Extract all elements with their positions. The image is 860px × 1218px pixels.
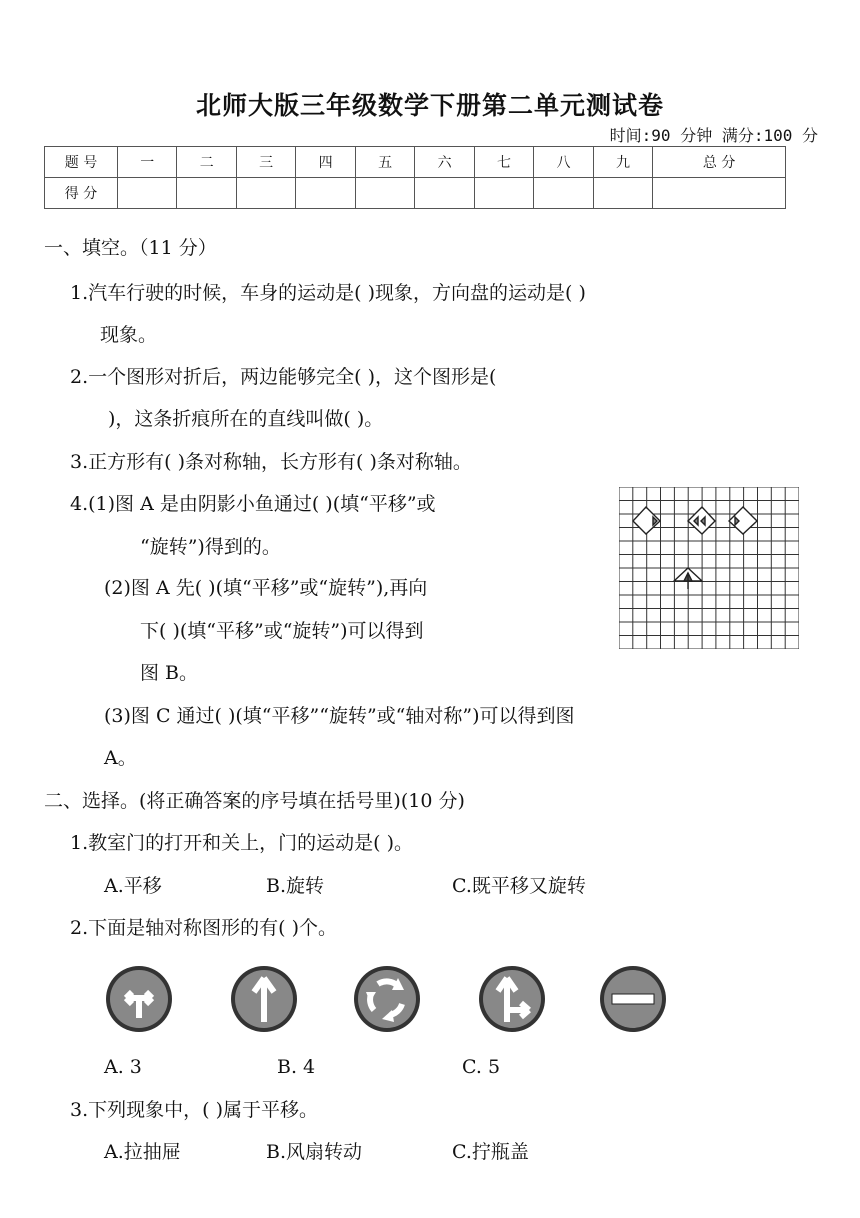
- table-cell: 得 分: [45, 178, 118, 209]
- question-text: 1.汽车行驶的时候，车身的运动是( )现象，方向盘的运动是( ): [70, 282, 586, 304]
- score-table: [44, 146, 786, 209]
- question-text: 4.(1)图 A 是由阴影小鱼通过( )(填“平移”或: [70, 493, 436, 515]
- option-text: B.风扇转动: [266, 1141, 363, 1163]
- question-text: 现象。: [100, 324, 158, 346]
- score-input-cell[interactable]: [593, 178, 652, 209]
- question-text: 下( )(填“平移”或“旋转”)可以得到: [140, 620, 424, 642]
- page-title: 北师大版三年级数学下册第二单元测试卷: [195, 91, 664, 120]
- table-cell: 总 分: [653, 147, 786, 178]
- score-input-cell[interactable]: [415, 178, 474, 209]
- score-table-score-row: [45, 178, 786, 209]
- option-text: C.拧瓶盖: [452, 1141, 529, 1163]
- score-input-cell[interactable]: [355, 178, 414, 209]
- option-text: C. 5: [462, 1056, 501, 1078]
- score-input-cell[interactable]: [534, 178, 593, 209]
- score-input-cell[interactable]: [118, 178, 177, 209]
- score-input-cell[interactable]: [296, 178, 355, 209]
- option-text: A. 3: [104, 1056, 142, 1078]
- option-text: A.拉抽屉: [104, 1141, 181, 1163]
- question-text: (2)图 A 先( )(填“平移”或“旋转”),再向: [104, 577, 428, 599]
- option-text: C.既平移又旋转: [452, 875, 586, 897]
- fish-grid-figure: [619, 487, 799, 649]
- roundabout-sign-icon: [352, 964, 422, 1034]
- question-text: 1.教室门的打开和关上，门的运动是( )。: [70, 832, 413, 854]
- table-cell: 一: [118, 147, 177, 178]
- up-right-turn-sign-icon: [477, 964, 547, 1034]
- table-cell: 八: [534, 147, 593, 178]
- time-info: 时间:90 分钟 满分:100 分: [609, 126, 818, 145]
- option-text: B.旋转: [266, 875, 325, 897]
- no-entry-sign-icon: [598, 964, 668, 1034]
- table-cell: 四: [296, 147, 355, 178]
- question-text: 2.下面是轴对称图形的有( )个。: [70, 917, 337, 939]
- question-text: “旋转”)得到的。: [140, 536, 281, 558]
- table-cell: 题 号: [45, 147, 118, 178]
- score-input-cell[interactable]: [653, 178, 786, 209]
- table-cell: 三: [236, 147, 295, 178]
- left-right-arrow-sign-icon: [104, 964, 174, 1034]
- question-text: 3.下列现象中，( )属于平移。: [70, 1099, 318, 1121]
- question-text: 3.正方形有( )条对称轴，长方形有( )条对称轴。: [70, 451, 472, 473]
- table-cell: 五: [355, 147, 414, 178]
- score-input-cell[interactable]: [236, 178, 295, 209]
- section-heading: 二、选择。(将正确答案的序号填在括号里)(10 分): [44, 790, 465, 812]
- score-table-header-row: [45, 147, 786, 178]
- score-input-cell[interactable]: [474, 178, 533, 209]
- table-cell: 九: [593, 147, 652, 178]
- score-input-cell[interactable]: [177, 178, 236, 209]
- question-text: A。: [104, 747, 137, 769]
- option-text: A.平移: [104, 875, 162, 897]
- table-cell: 七: [474, 147, 533, 178]
- up-arrow-sign-icon: [229, 964, 299, 1034]
- question-text: 2.一个图形对折后，两边能够完全( )，这个图形是(: [70, 366, 497, 388]
- question-text: 图 B。: [140, 662, 199, 684]
- section-heading: 一、填空。（11 分）: [44, 237, 217, 259]
- question-text: (3)图 C 通过( )(填“平移”“旋转”或“轴对称”)可以得到图: [104, 705, 575, 727]
- question-text: )，这条折痕所在的直线叫做( )。: [108, 408, 384, 430]
- table-cell: 二: [177, 147, 236, 178]
- table-cell: 六: [415, 147, 474, 178]
- option-text: B. 4: [277, 1056, 316, 1078]
